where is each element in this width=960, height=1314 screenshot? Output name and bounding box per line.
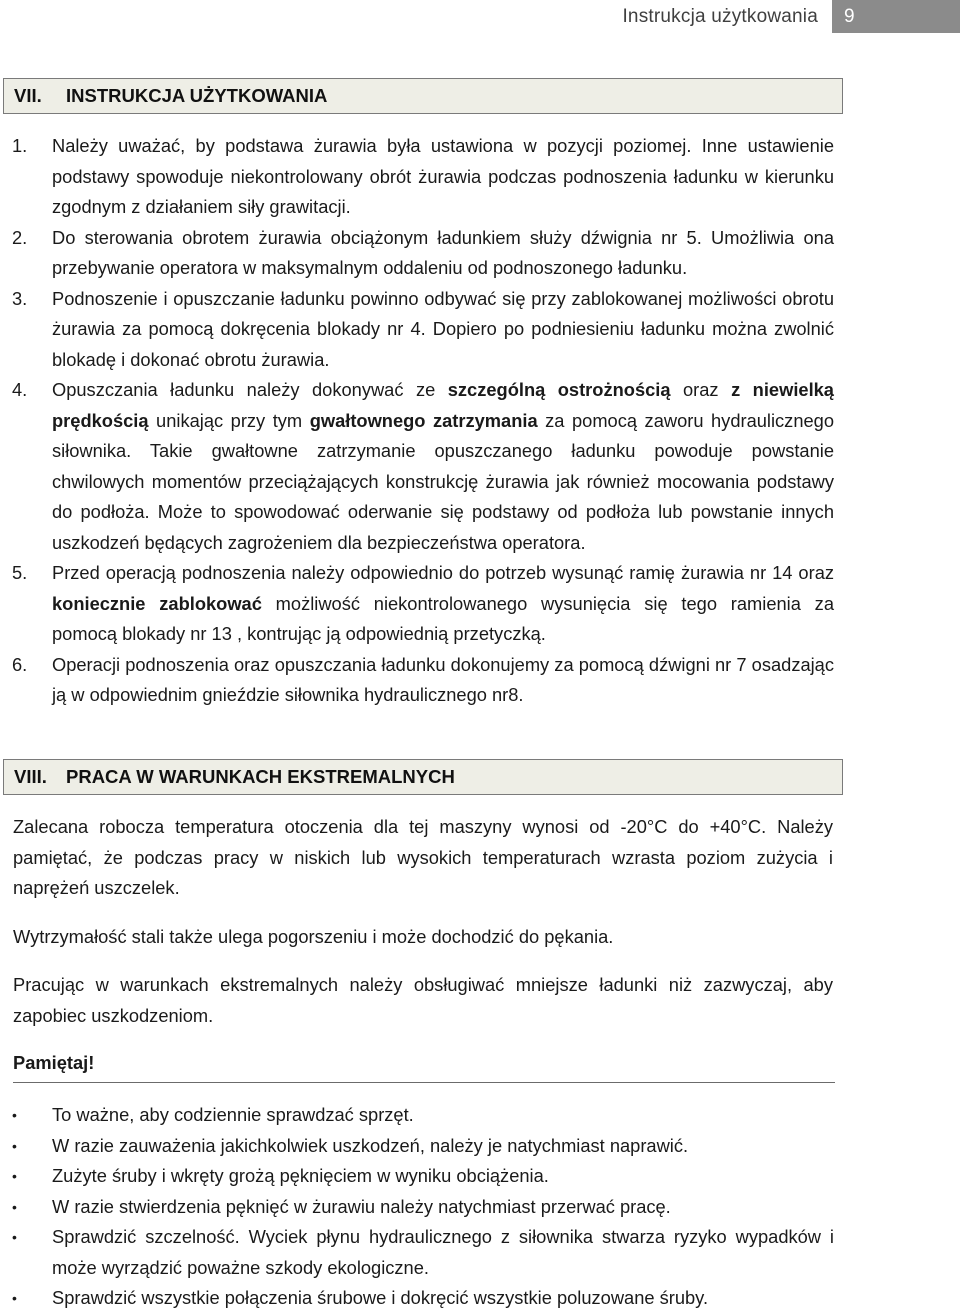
reminder-text: W razie stwierdzenia pęknięć w żurawiu należy natychmiast przerwać pracę. [52,1195,671,1217]
reminder-list [12,1100,834,1314]
instruction-item [12,650,834,711]
instruction-text [52,131,834,223]
header-title: Instrukcja użytkowania [622,5,818,27]
extreme-load-paragraph: Pracując w warunkach ekstremalnych należy obsługiwać mniejsze ładunki niż zazwyczaj, aby zapobiec uszkodzeniom. [13,974,833,1026]
reminder-text: W razie zauważenia jakichkolwiek uszkodzeń, należy je natychmiast naprawić. [52,1134,689,1156]
bullet-icon: • [12,1198,17,1215]
section-number: VII. [14,85,42,106]
text-run: unikając przy tym [148,409,310,431]
text-run: oraz [670,379,732,400]
page-number: 9 [832,0,960,33]
text-run: Opuszczania ładunku należy dokonywać ze [52,379,448,400]
page-header [622,0,960,33]
instruction-item [12,131,834,223]
section-number: VIII. [14,766,47,787]
reminder-item [12,1222,834,1283]
steel-paragraph: Wytrzymałość stali także ulega pogorszeniu i może dochodzić do pękania. [13,926,614,947]
instruction-text [52,284,834,376]
instruction-text [52,650,834,711]
instruction-text [52,558,834,650]
reminder-item [12,1192,834,1223]
instruction-number: 2. [12,226,28,248]
instruction-item [12,375,834,558]
reminder-text: Sprawdzić wszystkie połączenia śrubowe i dokręcić wszystkie poluzowane śruby. [52,1287,709,1308]
section-title: INSTRUKCJA UŻYTKOWANIA [66,85,328,106]
section-title: PRACA W WARUNKACH EKSTREMALNYCH [66,766,455,787]
bullet-icon: • [12,1107,17,1123]
instruction-number: 3. [12,287,28,309]
text-run: Podnoszenie i opuszczanie ładunku powinno odbywać się przy zablokowanej możliwości obrotu żurawia za pomocą dokręcenia blokady nr 4. Dopiero po podniesieniu ładunku można zwolnić blokadę i dokonać obrotu żurawia. [52,287,834,370]
instruction-item [12,223,834,284]
bullet-icon: • [12,1229,17,1245]
instruction-item [12,284,834,376]
instruction-number: 5. [12,562,28,583]
reminder-item [12,1100,834,1131]
instruction-text [52,223,834,284]
bullet-icon: • [12,1290,17,1306]
instruction-number: 4. [12,379,28,400]
text-run: możliwość niekontrolowanego wysunięcia się tego ramienia za pomocą blokady nr 13 , kontrując ją odpowiednią przetyczką. [52,592,834,644]
bullet-icon: • [12,1137,17,1154]
emphasized-text: koniecznie zablokować [52,592,262,614]
instruction-list [12,131,834,711]
text-run: Do sterowania obrotem żurawia obciążonym ładunkiem służy dźwignia nr 5. Umożliwia ona przebywanie operatora w maksymalnym oddaleniu od podnoszonego ładunku. [52,226,834,278]
emphasized-text: szczególną ostrożnością [447,379,671,400]
reminder-text: Sprawdzić szczelność. Wyciek płynu hydraulicznego z siłownika stwarza ryzyko wypadków i może wyrządzić poważne szkody ekologiczne. [52,1226,834,1278]
section-heading-viii [3,759,843,795]
emphasized-text: gwałtownego zatrzymania [309,409,538,431]
instruction-item [12,558,834,650]
instruction-number: 6. [12,653,28,675]
instruction-number: 1. [12,135,28,156]
text-run: Operacji podnoszenia oraz opuszczania ładunku dokonujemy za pomocą dźwigni nr 7 osadzając ją w odpowiednim gnieździe siłownika hydraulicznego nr8. [52,653,834,705]
text-run: Należy uważać, by podstawa żurawia była ustawiona w pozycji poziomej. Inne ustawienie podstawy spowoduje niekontrolowany obrót żurawia podczas podnoszenia ładunku w kierunku zgodnym z działaniem siły grawitacji. [52,135,834,217]
remember-heading: Pamiętaj! [13,1048,835,1083]
reminder-text: To ważne, aby codziennie sprawdzać sprzęt. [52,1104,414,1125]
emphasized-text: z niewielką prędkością [52,379,834,431]
reminder-text: Zużyte śruby i wkręty grożą pęknięciem w wyniku obciążenia. [52,1165,549,1186]
text-run: Przed operacją podnoszenia należy odpowiednio do potrzeb wysunąć ramię żurawia nr 14 oraz [52,562,834,583]
text-run: za pomocą zaworu hydraulicznego siłownika. Takie gwałtowne zatrzymanie opuszczanego ładunku powoduje powstanie chwilowych momentów przeciążających konstrukcję żurawia jak również mocowania podstawy do podłoża. Może to spowodować oderwanie się podstawy od podłoża lub powstanie innych uszkodzeń będących zagrożeniem dla bezpieczeństwa operatora. [52,409,834,553]
reminder-item [12,1283,834,1314]
bullet-icon: • [12,1168,17,1184]
temperature-paragraph: Zalecana robocza temperatura otoczenia dla tej maszyny wynosi od -20°C do +40°C. Należy pamiętać, że podczas pracy w niskich lub wysokich temperaturach wzrasta poziom zużycia i naprężeń uszczelek. [13,816,833,898]
reminder-item [12,1161,834,1192]
section-heading-vii [3,78,843,114]
instruction-text [52,375,834,558]
reminder-item [12,1131,834,1162]
